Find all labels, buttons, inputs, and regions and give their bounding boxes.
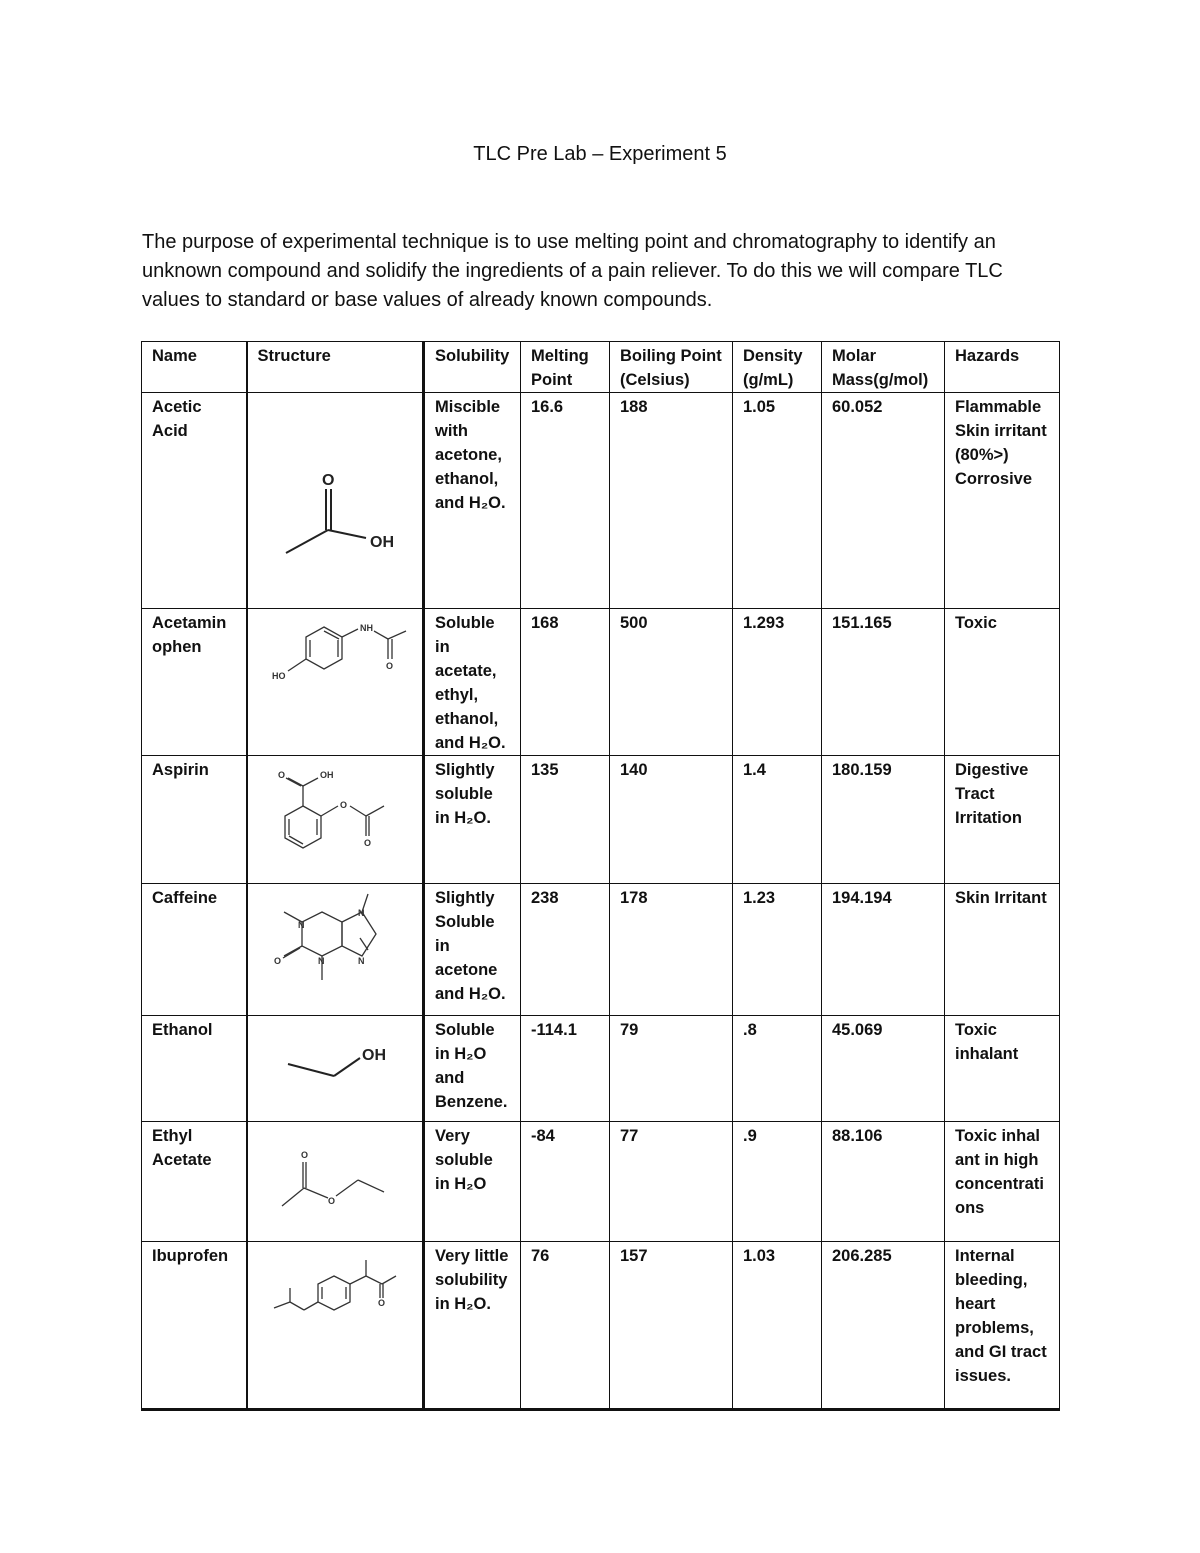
cell-melting-point: 168: [521, 609, 610, 756]
cell-hazards: Internal bleeding, heart problems, and GI tract issues.: [945, 1242, 1060, 1410]
cell-hazards: Digestive Tract Irritation: [945, 756, 1060, 884]
header-name: Name: [142, 342, 247, 393]
structure-label: O: [377, 1298, 385, 1308]
cell-density: .9: [733, 1122, 822, 1242]
cell-structure: [247, 1016, 424, 1122]
structure-label: N: [317, 956, 324, 966]
caffeine-structure-icon: [248, 884, 423, 1004]
structure-label: OH: [319, 770, 333, 780]
compound-properties-table: [141, 341, 1060, 1411]
cell-name: Ethyl Acetate: [142, 1122, 247, 1242]
structure-label: O: [339, 800, 347, 810]
cell-solubility: Very little solubility in H₂O.: [424, 1242, 521, 1410]
table-row: [142, 884, 1060, 1016]
acetaminophen-structure-icon: [248, 609, 423, 699]
cell-structure: [247, 756, 424, 884]
cell-solubility: Slightly soluble in H₂O.: [424, 756, 521, 884]
header-density: Density (g/mL): [733, 342, 822, 393]
cell-hazards: Toxic inhalant in high concentrations: [945, 1122, 1060, 1242]
structure-label: N: [297, 920, 304, 930]
structure-label: O: [385, 661, 393, 671]
cell-hazards: Toxic inhalant: [945, 1016, 1060, 1122]
acetic-acid-structure-icon: [248, 393, 423, 607]
cell-molar-mass: 60.052: [822, 393, 945, 609]
cell-name: Ibuprofen: [142, 1242, 247, 1410]
header-molar-mass: Molar Mass(g/mol): [822, 342, 945, 393]
cell-melting-point: -84: [521, 1122, 610, 1242]
structure-label: O: [321, 472, 334, 489]
cell-boiling-point: 79: [610, 1016, 733, 1122]
header-solubility: Solubility: [424, 342, 521, 393]
ibuprofen-structure-icon: [248, 1242, 423, 1332]
cell-density: 1.293: [733, 609, 822, 756]
cell-solubility: Miscible with acetone, ethanol, and H₂O.: [424, 393, 521, 609]
table-header-row: [142, 342, 1060, 393]
purpose-paragraph: The purpose of experimental technique is to use melting point and chromatography to identify an unknown compound and solidify the ingredients of a pain reliever. To do this we will compare TLC values to standard or base values of already known compounds.: [142, 231, 1003, 311]
document-title: TLC Pre Lab – Experiment 5: [473, 143, 727, 165]
cell-melting-point: 238: [521, 884, 610, 1016]
structure-label: N: [357, 908, 364, 918]
cell-solubility: Slightly Soluble in acetone and H₂O.: [424, 884, 521, 1016]
table-row: [142, 756, 1060, 884]
header-hazards: Hazards: [945, 342, 1060, 393]
cell-boiling-point: 140: [610, 756, 733, 884]
cell-density: .8: [733, 1016, 822, 1122]
structure-label: N: [357, 956, 364, 966]
cell-name: Acetaminophen: [142, 609, 247, 756]
structure-label: OH: [361, 1047, 386, 1064]
cell-melting-point: 135: [521, 756, 610, 884]
cell-molar-mass: 180.159: [822, 756, 945, 884]
cell-structure: [247, 884, 424, 1016]
cell-boiling-point: 178: [610, 884, 733, 1016]
structure-label: HO: [271, 671, 285, 681]
cell-density: 1.05: [733, 393, 822, 609]
cell-melting-point: 16.6: [521, 393, 610, 609]
cell-density: 1.4: [733, 756, 822, 884]
cell-molar-mass: 206.285: [822, 1242, 945, 1410]
structure-label: NH: [359, 623, 373, 633]
cell-molar-mass: 88.106: [822, 1122, 945, 1242]
cell-structure: [247, 609, 424, 756]
cell-solubility: Very soluble in H₂O: [424, 1122, 521, 1242]
cell-boiling-point: 500: [610, 609, 733, 756]
header-boiling-point: Boiling Point (Celsius): [610, 342, 733, 393]
cell-structure: [247, 393, 424, 609]
table-row: [142, 1016, 1060, 1122]
header-structure: Structure: [247, 342, 424, 393]
cell-melting-point: -114.1: [521, 1016, 610, 1122]
cell-density: 1.23: [733, 884, 822, 1016]
cell-density: 1.03: [733, 1242, 822, 1410]
cell-boiling-point: 188: [610, 393, 733, 609]
cell-hazards: Flammable Skin irritant (80%>) Corrosive: [945, 393, 1060, 609]
cell-name: Caffeine: [142, 884, 247, 1016]
cell-name: Acetic Acid: [142, 393, 247, 609]
structure-label: OH: [369, 534, 394, 551]
ethyl-acetate-structure-icon: [248, 1122, 423, 1232]
cell-structure: [247, 1122, 424, 1242]
structure-label: O: [277, 770, 285, 780]
cell-molar-mass: 194.194: [822, 884, 945, 1016]
aspirin-structure-icon: [248, 756, 423, 866]
table-row: [142, 1122, 1060, 1242]
cell-boiling-point: 157: [610, 1242, 733, 1410]
cell-name: Ethanol: [142, 1016, 247, 1122]
cell-melting-point: 76: [521, 1242, 610, 1410]
table-row: [142, 393, 1060, 609]
cell-name: Aspirin: [142, 756, 247, 884]
ethanol-structure-icon: [248, 1016, 423, 1096]
cell-solubility: Soluble in H₂O and Benzene.: [424, 1016, 521, 1122]
cell-hazards: Toxic: [945, 609, 1060, 756]
structure-label: O: [327, 1196, 335, 1206]
cell-molar-mass: 45.069: [822, 1016, 945, 1122]
header-melting-point: Melting Point: [521, 342, 610, 393]
cell-structure: [247, 1242, 424, 1410]
cell-hazards: Skin Irritant: [945, 884, 1060, 1016]
cell-solubility: Soluble in acetate, ethyl, ethanol, and H₂O.: [424, 609, 521, 756]
table-row: [142, 1242, 1060, 1410]
structure-label: O: [300, 1150, 308, 1160]
structure-label: O: [273, 956, 281, 966]
cell-molar-mass: 151.165: [822, 609, 945, 756]
structure-label: O: [363, 838, 371, 848]
table-row: [142, 609, 1060, 756]
cell-boiling-point: 77: [610, 1122, 733, 1242]
